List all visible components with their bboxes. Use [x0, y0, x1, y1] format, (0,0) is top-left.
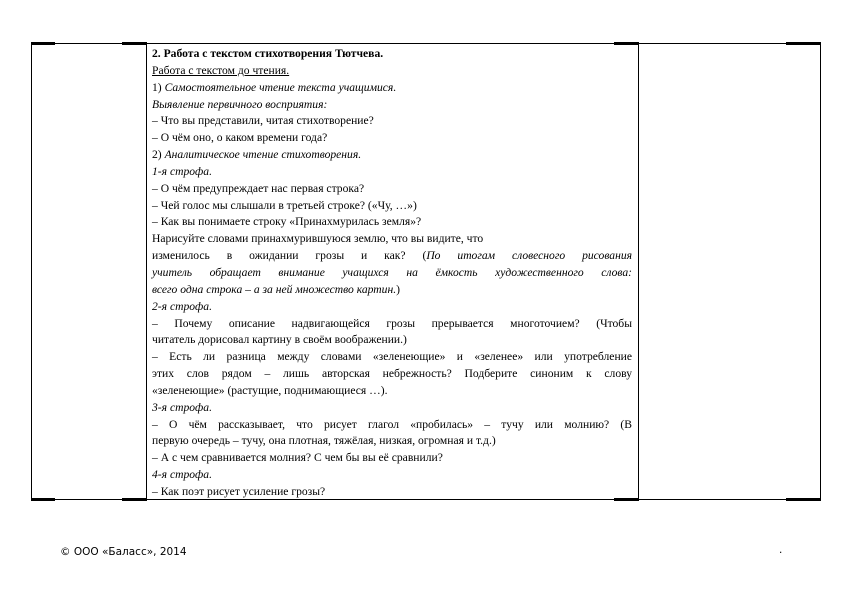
- step-1: 1) Самостоятельное чтение текста учащимися.: [152, 80, 397, 94]
- left-column-cell: [32, 44, 146, 499]
- section-heading: 2. Работа с текстом стихотворения Тютчева.: [152, 47, 384, 60]
- task-line: Нарисуйте словами принахмурившуюся землю, что вы видите, что: [152, 232, 484, 246]
- column-divider-right: [638, 44, 639, 499]
- question-line: – О чём предупреждает нас первая строка?: [152, 181, 365, 195]
- question-line: читатель дорисовал картину в своём воображении.): [152, 333, 407, 347]
- table-top-border-mark: [31, 42, 55, 45]
- question-line: – Что вы представили, читая стихотворение?: [152, 114, 374, 128]
- question-line: – Есть ли разница между словами «зеленеющие» и «зеленее» или употребление: [152, 350, 632, 364]
- column-divider-left: [146, 44, 147, 499]
- question-line: – Почему описание надвигающейся грозы прерывается многоточием? (Чтобы: [152, 316, 632, 330]
- question-line: – О чём оно, о каком времени года?: [152, 131, 328, 145]
- task-line: изменилось в ожидании грозы и как? (По итогам словесного рисования: [152, 249, 633, 263]
- stanza-1-heading: 1-я строфа.: [152, 164, 212, 178]
- question-line: – Как вы понимаете строку «Принахмурилась земля»?: [152, 215, 422, 229]
- stanza-4-heading: 4-я строфа.: [152, 468, 212, 482]
- question-line: «зеленеющие» (растущие, поднимающиеся …).: [152, 383, 388, 397]
- table-top-border-mark: [786, 42, 821, 45]
- step-2: 2) Аналитическое чтение стихотворения.: [152, 148, 362, 162]
- table-bottom-border-mark: [122, 498, 147, 501]
- table-top-border-mark: [122, 42, 147, 45]
- lesson-table: [31, 43, 821, 500]
- teacher-note: всего одна строка – а за ней множество картин.): [152, 282, 400, 296]
- teacher-note: учитель обращает внимание учащихся на ёмкость художественного слова:: [152, 265, 632, 279]
- pre-reading-subheading: Работа с текстом до чтения.: [152, 63, 290, 77]
- table-top-border-mark: [614, 42, 639, 45]
- lesson-content-cell: [152, 46, 632, 501]
- page-footer-dot: .: [779, 544, 783, 556]
- table-bottom-border-mark: [31, 498, 55, 501]
- question-line: – Как поэт рисует усиление грозы?: [152, 484, 326, 498]
- stanza-3-heading: 3-я строфа.: [152, 400, 212, 414]
- stanza-2-heading: 2-я строфа.: [152, 299, 212, 313]
- table-bottom-border-mark: [786, 498, 821, 501]
- question-line: – А с чем сравнивается молния? С чем бы вы её сравнили?: [152, 451, 443, 465]
- question-line: – Чей голос мы слышали в третьей строке? («Чу, …»): [152, 198, 417, 212]
- question-line: – О чём рассказывает, что рисует глагол «пробилась» – тучу или молнию? (В: [152, 417, 632, 431]
- page-footer-copyright: © ООО «Баласс», 2014: [60, 546, 187, 558]
- question-line: этих слов рядом – лишь авторская небрежность? Подберите синоним к слову: [152, 367, 632, 381]
- perception-heading: Выявление первичного восприятия:: [152, 97, 328, 111]
- question-line: первую очередь – тучу, она плотная, тяжёлая, низкая, огромная и т.д.): [152, 434, 496, 448]
